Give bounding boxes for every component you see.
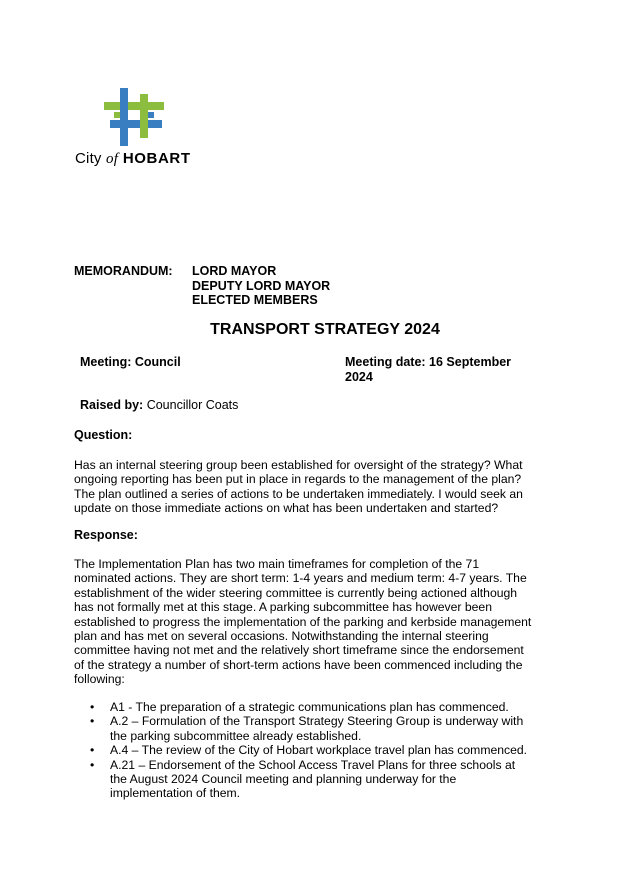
- question-line: Has an internal steering group been established for oversight of the strategy? What: [74, 458, 523, 472]
- list-item: [74, 700, 544, 714]
- memo-recipients: [192, 264, 330, 308]
- raised-by-value: Councillor Coats: [143, 398, 239, 412]
- logo-city-text: City: [75, 150, 106, 167]
- list-item-line: A1 - The preparation of a strategic communications plan has commenced.: [110, 700, 509, 714]
- logo-hobart-text: HOBART: [118, 150, 191, 167]
- memo-recipient: ELECTED MEMBERS: [192, 293, 318, 307]
- list-item-line: A.4 – The review of the City of Hobart workplace travel plan has commenced.: [110, 743, 528, 758]
- raised-by: [80, 398, 238, 412]
- logo-wordmark: [75, 150, 191, 168]
- list-item-line: the parking subcommittee already established.: [110, 728, 362, 743]
- bullet-icon: •: [90, 714, 95, 729]
- actions-list: [74, 700, 544, 801]
- bullet-icon: •: [90, 700, 95, 714]
- memo-recipient: LORD MAYOR: [192, 264, 277, 278]
- list-item-line: A.21 – Endorsement of the School Access Travel Plans for three schools at: [110, 757, 516, 772]
- question-line: update on those immediate actions on what has been undertaken and started?: [74, 501, 499, 516]
- response-line: following:: [74, 672, 125, 687]
- list-item: [74, 743, 544, 757]
- logo-of-text: of: [106, 151, 119, 167]
- list-item-line: A.2 – Formulation of the Transport Strategy Steering Group is underway with: [110, 714, 524, 729]
- bullet-icon: •: [90, 743, 95, 758]
- response-heading: Response:: [74, 528, 138, 542]
- list-item-line: implementation of them.: [110, 786, 241, 801]
- response-line: committee having not met and the relatively short timeframe since the endorsement: [74, 643, 524, 658]
- meeting-date-line: 2024: [345, 370, 373, 384]
- response-line: established to progress the implementation of the parking and kerbside management: [74, 614, 532, 629]
- list-item: [74, 714, 544, 743]
- memo-label: MEMORANDUM:: [74, 264, 173, 278]
- meeting-date-line: Meeting date: 16 September: [345, 355, 512, 369]
- bullet-icon: •: [90, 757, 95, 772]
- question-body: [74, 458, 554, 516]
- meeting-date: [345, 355, 545, 385]
- response-line: of the strategy a number of short-term actions have been commenced including the: [74, 657, 523, 672]
- city-of-hobart-logo-icon: [104, 88, 164, 146]
- document-title: TRANSPORT STRATEGY 2024: [210, 321, 440, 338]
- response-line: plan and has met on several occasions. Notwithstanding the internal steering: [74, 629, 489, 644]
- question-line: ongoing reporting has been put in place in regards to the management of the plan?: [74, 472, 522, 487]
- response-line: has not formally met at this stage. A parking subcommittee has however been: [74, 600, 492, 615]
- raised-by-label: Raised by:: [80, 398, 144, 412]
- response-line: establishment of the wider steering committee is currently being actioned although: [74, 585, 518, 600]
- response-line: The Implementation Plan has two main timeframes for completion of the 71: [74, 557, 480, 571]
- memo-recipient: DEPUTY LORD MAYOR: [192, 278, 331, 293]
- list-item-line: the August 2024 Council meeting and planning underway for the: [110, 772, 457, 787]
- response-body: [74, 557, 554, 687]
- list-item: [74, 758, 544, 801]
- response-line: nominated actions. They are short term: 1-4 years and medium term: 4-7 years. The: [74, 571, 527, 586]
- question-heading: Question:: [74, 428, 133, 442]
- question-line: The plan outlined a series of actions to be undertaken immediately. I would seek an: [74, 486, 523, 501]
- meeting-type: Meeting: Council: [80, 355, 181, 369]
